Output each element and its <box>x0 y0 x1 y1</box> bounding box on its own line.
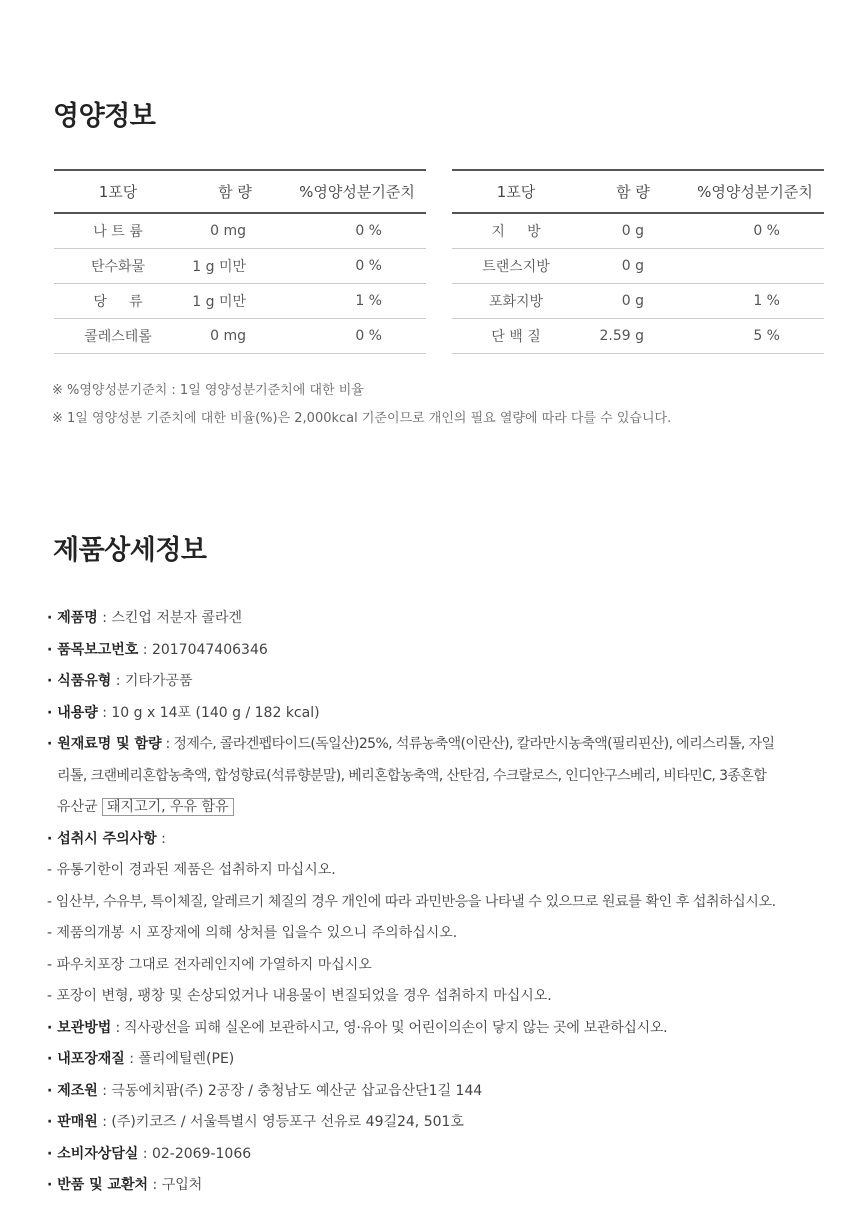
nutrient-percent: 0 % <box>686 213 824 249</box>
field-label: · 보관방법 <box>47 1019 112 1036</box>
field-label: · 제조원 <box>47 1082 98 1099</box>
field-label: · 식품유형 <box>47 673 112 689</box>
field-label: · 제품명 <box>47 610 98 626</box>
list-item <box>47 603 837 635</box>
field-value: : 기타가공품 <box>111 673 193 689</box>
table-header-row <box>54 170 426 213</box>
note-line: ※ 1일 영양성분 기준치에 대한 비율(%)은 2,000kcal 기준이므로 개인의 필요 열량에 따라 다를 수 있습니다. <box>52 411 672 426</box>
product-detail-list <box>47 603 837 1202</box>
list-item <box>47 1013 837 1045</box>
nutrition-table-left <box>54 169 426 354</box>
field-value: 유산균 <box>57 799 98 815</box>
nutrient-amount: 1 g 미만 <box>182 284 288 319</box>
list-item <box>47 635 837 667</box>
list-item <box>47 1044 837 1076</box>
header-serving: 1포당 <box>98 183 138 201</box>
caution-item: - 임산부, 수유부, 특이체질, 알레르기 체질의 경우 개인에 따라 과민반응을 나타낼 수 있으므로 원료를 확인 후 섭취하십시오. <box>47 893 776 910</box>
table-row <box>54 319 426 354</box>
field-value: : 직사광선을 피해 실온에 보관하시고, 영·유아 및 어린이의손이 닿지 않는 곳에 보관하십시오. <box>111 1019 668 1036</box>
caution-item: - 제품의개봉 시 포장재에 의해 상처를 입을수 있으니 주의하십시오. <box>47 925 458 941</box>
field-value: : 정제수, 콜라겐펩타이드(독일산)25%, 석류농축액(이란산), 칼라만시농축액(필리핀산), 에리스리톨, 자일 <box>161 736 775 752</box>
field-value: : 구입처 <box>148 1177 203 1193</box>
field-label: · 판매원 <box>47 1114 98 1130</box>
field-value: : 폴리에틸렌(PE) <box>124 1051 235 1067</box>
table-header-row <box>452 170 824 213</box>
nutrient-name: 탄수화물 <box>54 249 182 284</box>
field-value: : 스킨업 저분자 콜라겐 <box>97 610 242 626</box>
field-label: · 소비자상담실 <box>47 1145 139 1162</box>
nutrient-amount: 0 mg <box>182 213 288 249</box>
table-row <box>54 213 426 249</box>
note-line: ※ %영양성분기준치 : 1일 영양성분기준치에 대한 비율 <box>52 383 364 398</box>
nutrient-name: 트랜스지방 <box>452 249 580 284</box>
list-item <box>47 1170 837 1202</box>
nutrient-amount: 0 g <box>580 284 686 319</box>
field-label: · 원재료명 및 함량 <box>47 736 162 752</box>
header-daily-value: %영양성분기준치 <box>697 183 813 201</box>
list-item-continued <box>47 761 837 793</box>
list-item <box>47 824 837 856</box>
nutrition-notes <box>52 377 671 433</box>
table-row <box>452 249 824 284</box>
field-value: : 10 g x 14포 (140 g / 182 kcal) <box>97 704 320 721</box>
field-value: : 2017047406346 <box>138 641 268 658</box>
nutrient-amount: 0 mg <box>182 319 288 354</box>
header-serving: 1포당 <box>496 183 536 201</box>
nutrient-name: 단 백 질 <box>452 319 580 354</box>
list-item-continued <box>47 792 837 824</box>
nutrient-percent: 1 % <box>686 284 824 319</box>
nutrient-percent: 0 % <box>288 249 426 284</box>
field-label: · 내용량 <box>47 704 98 721</box>
nutrient-percent: 1 % <box>288 284 426 319</box>
caution-item: - 유통기한이 경과된 제품은 섭취하지 마십시오. <box>47 862 336 878</box>
field-value: : <box>156 830 166 847</box>
header-amount: 함 량 <box>218 183 252 201</box>
header-daily-value: %영양성분기준치 <box>299 183 415 201</box>
nutrient-amount: 2.59 g <box>580 319 686 354</box>
list-item <box>47 698 837 730</box>
nutrient-percent <box>686 249 824 284</box>
header-amount: 함 량 <box>616 183 650 201</box>
allergen-box: 돼지고기, 우유 함유 <box>102 798 234 816</box>
nutrient-amount: 0 g <box>580 213 686 249</box>
nutrient-name: 포화지방 <box>452 284 580 319</box>
field-label: · 반품 및 교환처 <box>47 1177 149 1193</box>
table-row <box>54 284 426 319</box>
list-item <box>47 1139 837 1171</box>
table-row <box>452 284 824 319</box>
field-value: 리톨, 크랜베리혼합농축액, 합성향료(석류향분말), 베리혼합농축액, 산탄검, 수크랄로스, 인디안구스베리, 비타민C, 3종혼합 <box>57 767 767 784</box>
nutrient-name: 당 류 <box>54 284 182 319</box>
list-item <box>47 1076 837 1108</box>
field-label: · 품목보고번호 <box>47 641 139 658</box>
nutrient-percent: 0 % <box>288 213 426 249</box>
table-row <box>54 249 426 284</box>
nutrient-percent: 5 % <box>686 319 824 354</box>
field-value: : (주)키코즈 / 서울특별시 영등포구 선유로 49길24, 501호 <box>97 1114 464 1130</box>
caution-item: - 포장이 변형, 팽창 및 손상되었거나 내용물이 변질되었을 경우 섭취하지 마십시오. <box>47 988 552 1004</box>
nutrient-name: 콜레스테롤 <box>54 319 182 354</box>
nutrient-percent: 0 % <box>288 319 426 354</box>
detail-title: 제품상세정보 <box>53 535 207 566</box>
nutrient-name: 나 트 륨 <box>54 213 182 249</box>
list-item <box>47 1107 837 1139</box>
table-row <box>452 319 824 354</box>
field-label: · 섭취시 주의사항 <box>47 830 157 847</box>
nutrient-amount: 1 g 미만 <box>182 249 288 284</box>
table-row <box>452 213 824 249</box>
field-value: : 02-2069-1066 <box>138 1145 252 1162</box>
caution-item: - 파우치포장 그대로 전자레인지에 가열하지 마십시오 <box>47 956 372 973</box>
nutrition-title: 영양정보 <box>53 101 156 132</box>
nutrient-name: 지 방 <box>452 213 580 249</box>
list-item <box>47 729 837 761</box>
nutrition-table-right <box>452 169 824 354</box>
field-value: : 극동에치팜(주) 2공장 / 충청남도 예산군 삽교읍산단1길 144 <box>97 1082 483 1099</box>
nutrient-amount: 0 g <box>580 249 686 284</box>
list-item <box>47 666 837 698</box>
field-label: · 내포장재질 <box>47 1051 125 1067</box>
